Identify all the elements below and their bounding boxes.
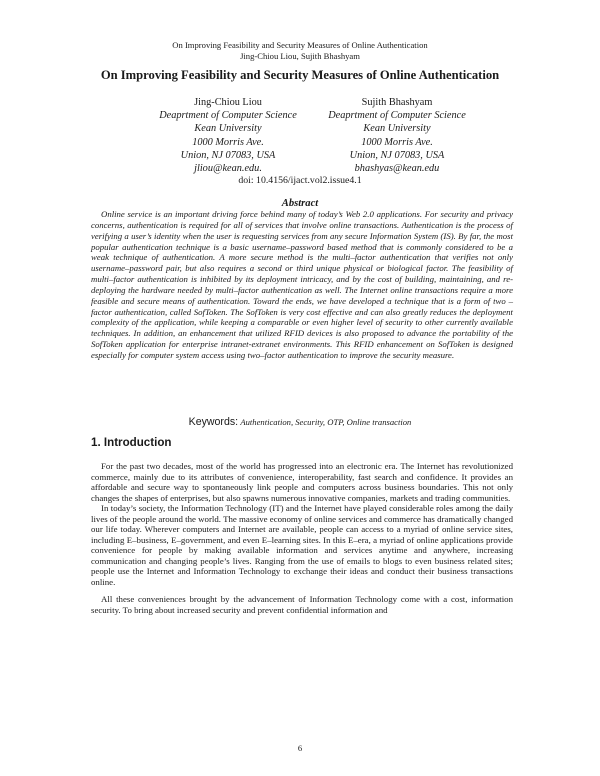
author-street: 1000 Morris Ave. — [192, 136, 264, 148]
intro-paragraph-3: All these conveniences brought by the advancement of Information Technology come with a cost, information security. To bring about increased security and prevent confidential information and — [91, 594, 513, 615]
page-number: 6 — [297, 743, 303, 753]
keywords-line — [0, 416, 600, 428]
author-university: Kean University — [194, 123, 262, 135]
running-header — [0, 40, 600, 61]
keywords-values: Authentication, Security, OTP, Online transaction — [240, 417, 412, 427]
running-title: On Improving Feasibility and Security Measures of Online Authentication — [172, 40, 428, 50]
introduction-body — [91, 461, 513, 615]
author-city: Union, NJ 07083, USA — [349, 149, 445, 161]
keywords-label: Keywords: — [188, 416, 239, 428]
running-authors: Jing-Chiou Liou, Sujith Bhashyam — [240, 50, 360, 61]
abstract-text: Online service is an important driving force behind many of today’s Web 2.0 applications. For security and privacy concerns, authentication is required for all of services that involve online transactions. Authentication is the process of verifying a user’s identity when the user is requesting services from any secure Information System (IS). By far, the most popular authentication technique is a basic username–password based method that is commonly considered to be a weak technique of authentication. A more secure method is the multi–factor authentication that verifies not only username–password pair, but also requires a second or third unique physical or biological factor. The feasibility of multi–factor authentication is inhibited by its deployment intricacy, and by the cost of building, maintaining, and re-deploying the hardware needed by multi–factor authentication as well. The Internet online transactions require a more feasible and secure means of authentication. Toward the ends, we have developed a technique that is a form of two – factor authentication, called SofToken. The SofToken is very cost effective and can also greatly reduces the deployment complexity of the application, while keeping a comparable or even higher level of security to other currently available techniques. In addition, an enhancement that utilized RFID devices is also proposed to advance the portability of the SofToken application for enterprise intranet-extranet environments. This RFID enhancement on SofToken is designed especially for computer system access using two–factor authentication to improve the security measure. — [91, 209, 513, 360]
paper-title: On Improving Feasibility and Security Measures of Online Authentication — [100, 68, 500, 82]
author-email: bhashyas@kean.edu — [354, 163, 440, 175]
intro-paragraph-1: For the past two decades, most of the world has progressed into an electronic era. The Internet has revolutionized commerce, mainly due to its attributes of convenience, interoperability, fast search and confidence. It provides an affordable and secure way to spontaneously link people and computers across business boundaries. This not only changes the shapes of enterprises, but also spawns numerous innovative companies, markets and trading communities. — [91, 461, 513, 503]
author-2 — [282, 96, 512, 175]
author-city: Union, NJ 07083, USA — [180, 149, 276, 161]
author-department: Deaprtment of Computer Science — [328, 110, 466, 122]
author-university: Kean University — [363, 123, 431, 135]
author-street: 1000 Morris Ave. — [361, 136, 433, 148]
author-email: jliou@kean.edu. — [194, 163, 262, 175]
author-name: Jing-Chiou Liou — [194, 97, 262, 108]
author-name: Sujith Bhashyam — [361, 97, 433, 108]
doi-line: doi: 10.4156/ijact.vol2.issue4.1 — [238, 175, 362, 186]
abstract-heading: Abstract — [281, 198, 319, 209]
author-department: Deaprtment of Computer Science — [159, 110, 297, 122]
section-heading-introduction: 1. Introduction — [91, 436, 172, 449]
intro-paragraph-2: In today’s society, the Information Technology (IT) and the Internet have played considerable roles among the daily lives of the people around the world. The massive economy of online services and commerce has dramatically changed our life today. Wherever computers and Internet are available, people can access to a myriad of online service sites, including E–business, E–government, and even E–learning sites. In this E–era, a myriad of online applications provide convenience for people by making available information and services anytime and anywhere, increasing communication and changing people’s lives. Ranging from the use of emails to blogs to even business related sites; people use the Internet and Information Technology to exchange their ideas and conduct their business transactions online. — [91, 503, 513, 587]
